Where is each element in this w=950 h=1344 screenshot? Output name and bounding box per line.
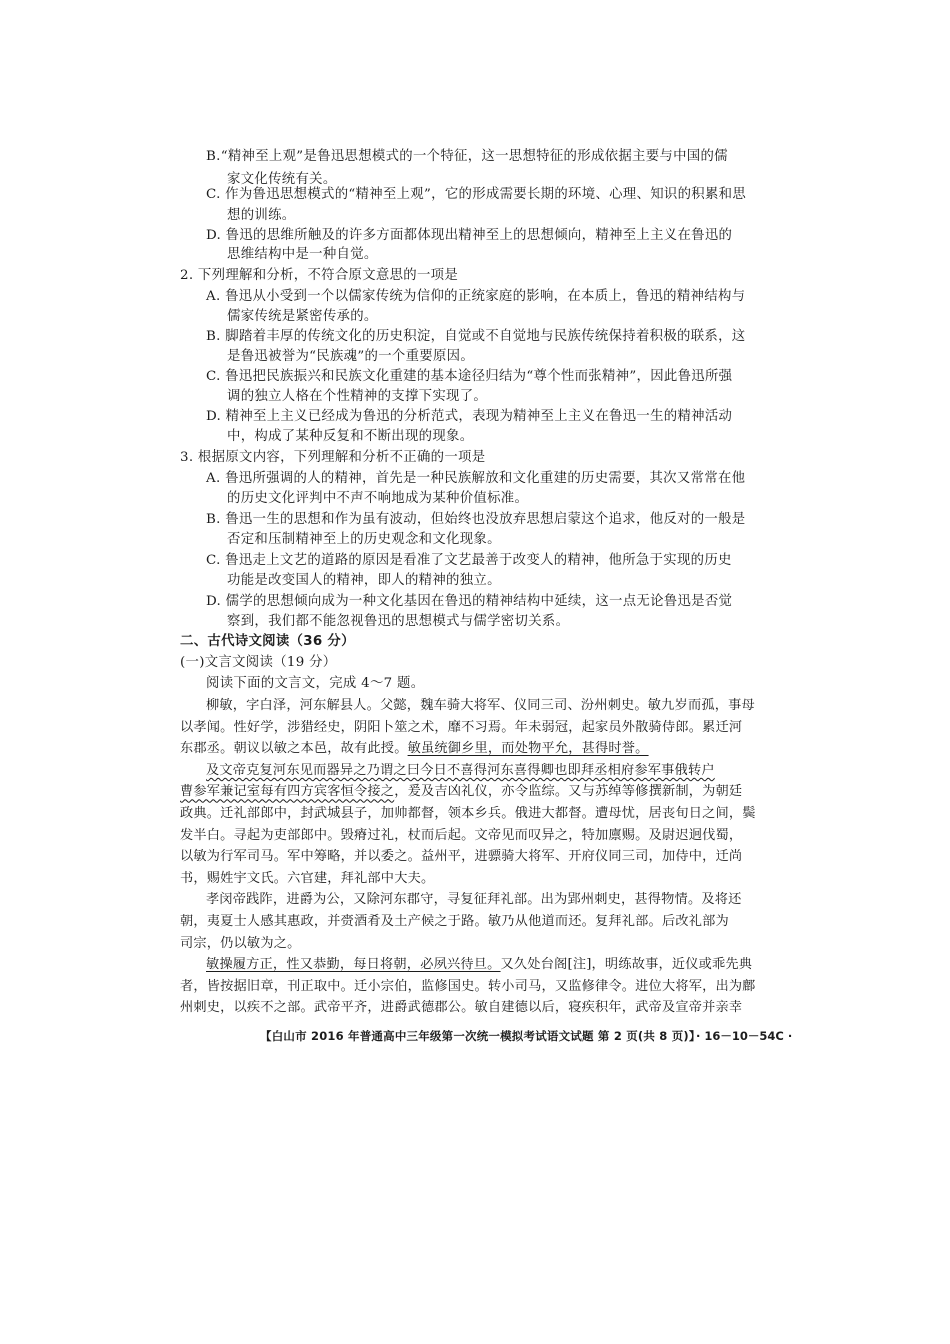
q3-option-a-line2: 的历史文化评判中不声不响地成为某种价值标准。 (227, 491, 529, 506)
passage-line (180, 718, 742, 738)
passage-text: 州刺史，以疾不之部。武帝平齐，进爵武德郡公。敏自建德以后，寝疾积年，武帝及宣帝并亲幸 (180, 1000, 743, 1016)
q3-option-a-line1: A. 鲁迅所强调的人的精神，首先是一种民族解放和文化重建的历史需要，其次又常常在他 (206, 471, 746, 486)
q2-stem: 2. 下列理解和分析，不符合原文意思的一项是 (180, 268, 459, 283)
paper-code: · 16－10－54C · (696, 1029, 793, 1043)
q1-option-c-line1: C. 作为鲁迅思想模式的“精神至上观”，它的形成需要长期的环境、心理、知识的积累和思 (206, 187, 747, 202)
underlined-sentence: 敏虽统御乡里，而处物平允，甚得时誉。 (407, 741, 649, 757)
passage-line (180, 739, 649, 759)
passage-line (206, 696, 755, 716)
passage-text: 以敏为行军司马。军中筹略，并以委之。益州平，进骠骑大将军、开府仪同三司，加侍中，迁尚 (180, 849, 743, 865)
passage-line (206, 890, 742, 910)
q3-option-c-line1: C. 鲁迅走上文艺的道路的原因是看准了文艺最善于改变人的精神，他所急于实现的历史 (206, 553, 732, 568)
passage-line (180, 804, 756, 824)
q2-option-c-line2: 调的独立人格在个性精神的支撑下实现了。 (227, 389, 488, 404)
section-title: 二、古代诗文阅读（36 分） (180, 634, 355, 649)
q3-option-b-line2: 否定和压制精神至上的历史观念和文化现象。 (227, 532, 501, 547)
passage-line (180, 998, 742, 1018)
q3-option-d-line2: 察到，我们都不能忽视鲁迅的思想模式与儒学密切关系。 (227, 614, 570, 629)
passage-text: 书，赐姓宇文氏。六官建，拜礼部中大夫。 (180, 870, 435, 886)
q2-option-b-line2: 是鲁迅被誉为“民族魂”的一个重要原因。 (227, 349, 475, 364)
passage-text: 发半白。寻起为吏部郎中。毁瘠过礼，杖而后起。文帝见而叹异之，特加廪赐。及尉迟迥伐蜀， (180, 827, 743, 843)
passage-line (180, 912, 729, 932)
passage-line (180, 782, 742, 802)
passage-line (180, 869, 434, 889)
q3-option-c-line2: 功能是改变国人的精神，即人的精神的独立。 (227, 573, 501, 588)
passage-text: 柳敏，字白泽，河东解县人。父懿，魏车骑大将军、仪同三司、汾州刺史。敏九岁而孤，事母 (206, 698, 755, 713)
q3-option-b-line1: B. 鲁迅一生的思想和作为虽有波动，但始终也没放弃思想启蒙这个追求，他反对的一般是 (206, 512, 746, 527)
underlined-sentence: 曹参军兼记室每有四方宾客恒令接之 (180, 784, 395, 800)
passage-text: 朝，夷夏士人感其惠政，并赍酒肴及土产候之于路。敏乃从他道而还。复拜礼部。后改礼部为 (180, 914, 729, 929)
q2-option-c-line1: C. 鲁迅把民族振兴和民族文化重建的基本途径归结为“尊个性而张精神”，因此鲁迅所强 (206, 369, 733, 384)
q2-option-a-line2: 儒家传统是紧密传承的。 (227, 309, 378, 324)
q2-option-a-line1: A. 鲁迅从小受到一个以儒家传统为信仰的正统家庭的影响，在本质上，鲁迅的精神结构与 (206, 289, 746, 304)
passage-line (180, 847, 742, 867)
q1-option-b-line1: B.“精神至上观”是鲁迅思想模式的一个特征，这一思想特征的形成依据主要与中国的儒 (206, 149, 728, 164)
passage-line (206, 761, 715, 781)
q2-option-b-line1: B. 脚踏着丰厚的传统文化的历史积淀，自觉或不自觉地与民族传统保持着积极的联系，这 (206, 329, 746, 344)
passage-text: ，爰及吉凶礼仪，亦令监综。又与苏绰等修撰新制，为朝廷 (394, 784, 743, 800)
q1-option-d-line2: 思维结构中是一种自觉。 (227, 247, 378, 262)
subsection-title: (一)文言文阅读（19 分） (180, 655, 337, 670)
q3-stem: 3. 根据原文内容，下列理解和分析不正确的一项是 (180, 450, 486, 465)
passage-text: 者，皆按据旧章，刊正取中。迁小宗伯，监修国史。转小司马，又监修律令。进位大将军，出为鄜 (180, 978, 756, 994)
passage-line (180, 977, 756, 997)
passage-line (180, 934, 301, 954)
passage-text: 司宗，仍以敏为之。 (180, 935, 301, 951)
passage-text: 以孝闻。性好学，涉猎经史，阴阳卜筮之术，靡不习焉。年未弱冠，起家员外散骑侍郎。累迁河 (180, 719, 743, 735)
passage-text: 政典。迁礼部郎中，封武城县子，加帅都督，领本乡兵。俄进大都督。遭母忧，居丧旬日之间，鬓 (180, 806, 756, 821)
underlined-sentence: 及文帝克复河东见而器异之乃谓之曰今日不喜得河东喜得卿也即拜丞相府参军事俄转户 (206, 762, 715, 778)
q2-option-d-line1: D. 精神至上主义已经成为鲁迅的分析范式，表现为精神至上主义在鲁迅一生的精神活动 (206, 409, 733, 424)
passage-text: 东郡丞。朝议以敏之本邑，故有此授。 (180, 741, 408, 757)
q1-option-b-line2: 家文化传统有关。 (227, 172, 337, 187)
passage-text: 孝闵帝践阼，进爵为公，又除河东郡守，寻复征拜礼部。出为郢州刺史，甚得物情。及将还 (206, 892, 742, 908)
q3-option-d-line1: D. 儒学的思想倾向成为一种文化基因在鲁迅的精神结构中延续，这一点无论鲁迅是否觉 (206, 594, 733, 609)
passage-text: 又久处台阁[注]，明练故事，近仪或乖先典 (500, 957, 753, 973)
page-footer: 【白山市 2016 年普通高中三年级第一次统一模拟考试语文试题 第 2 页(共 8 页)】 (260, 1029, 701, 1043)
underlined-sentence: 敏操履方正，性又恭勤，每日将朝，必夙兴待旦。 (206, 957, 501, 973)
passage-instruction: 阅读下面的文言文，完成 4～7 题。 (206, 676, 425, 691)
q1-option-d-line1: D. 鲁迅的思维所触及的许多方面都体现出精神至上的思想倾向，精神至上主义在鲁迅的 (206, 228, 733, 243)
passage-line (206, 955, 752, 975)
q1-option-c-line2: 想的训练。 (227, 208, 296, 223)
passage-line (180, 826, 742, 846)
q2-option-d-line2: 中，构成了某种反复和不断出现的现象。 (227, 429, 474, 444)
